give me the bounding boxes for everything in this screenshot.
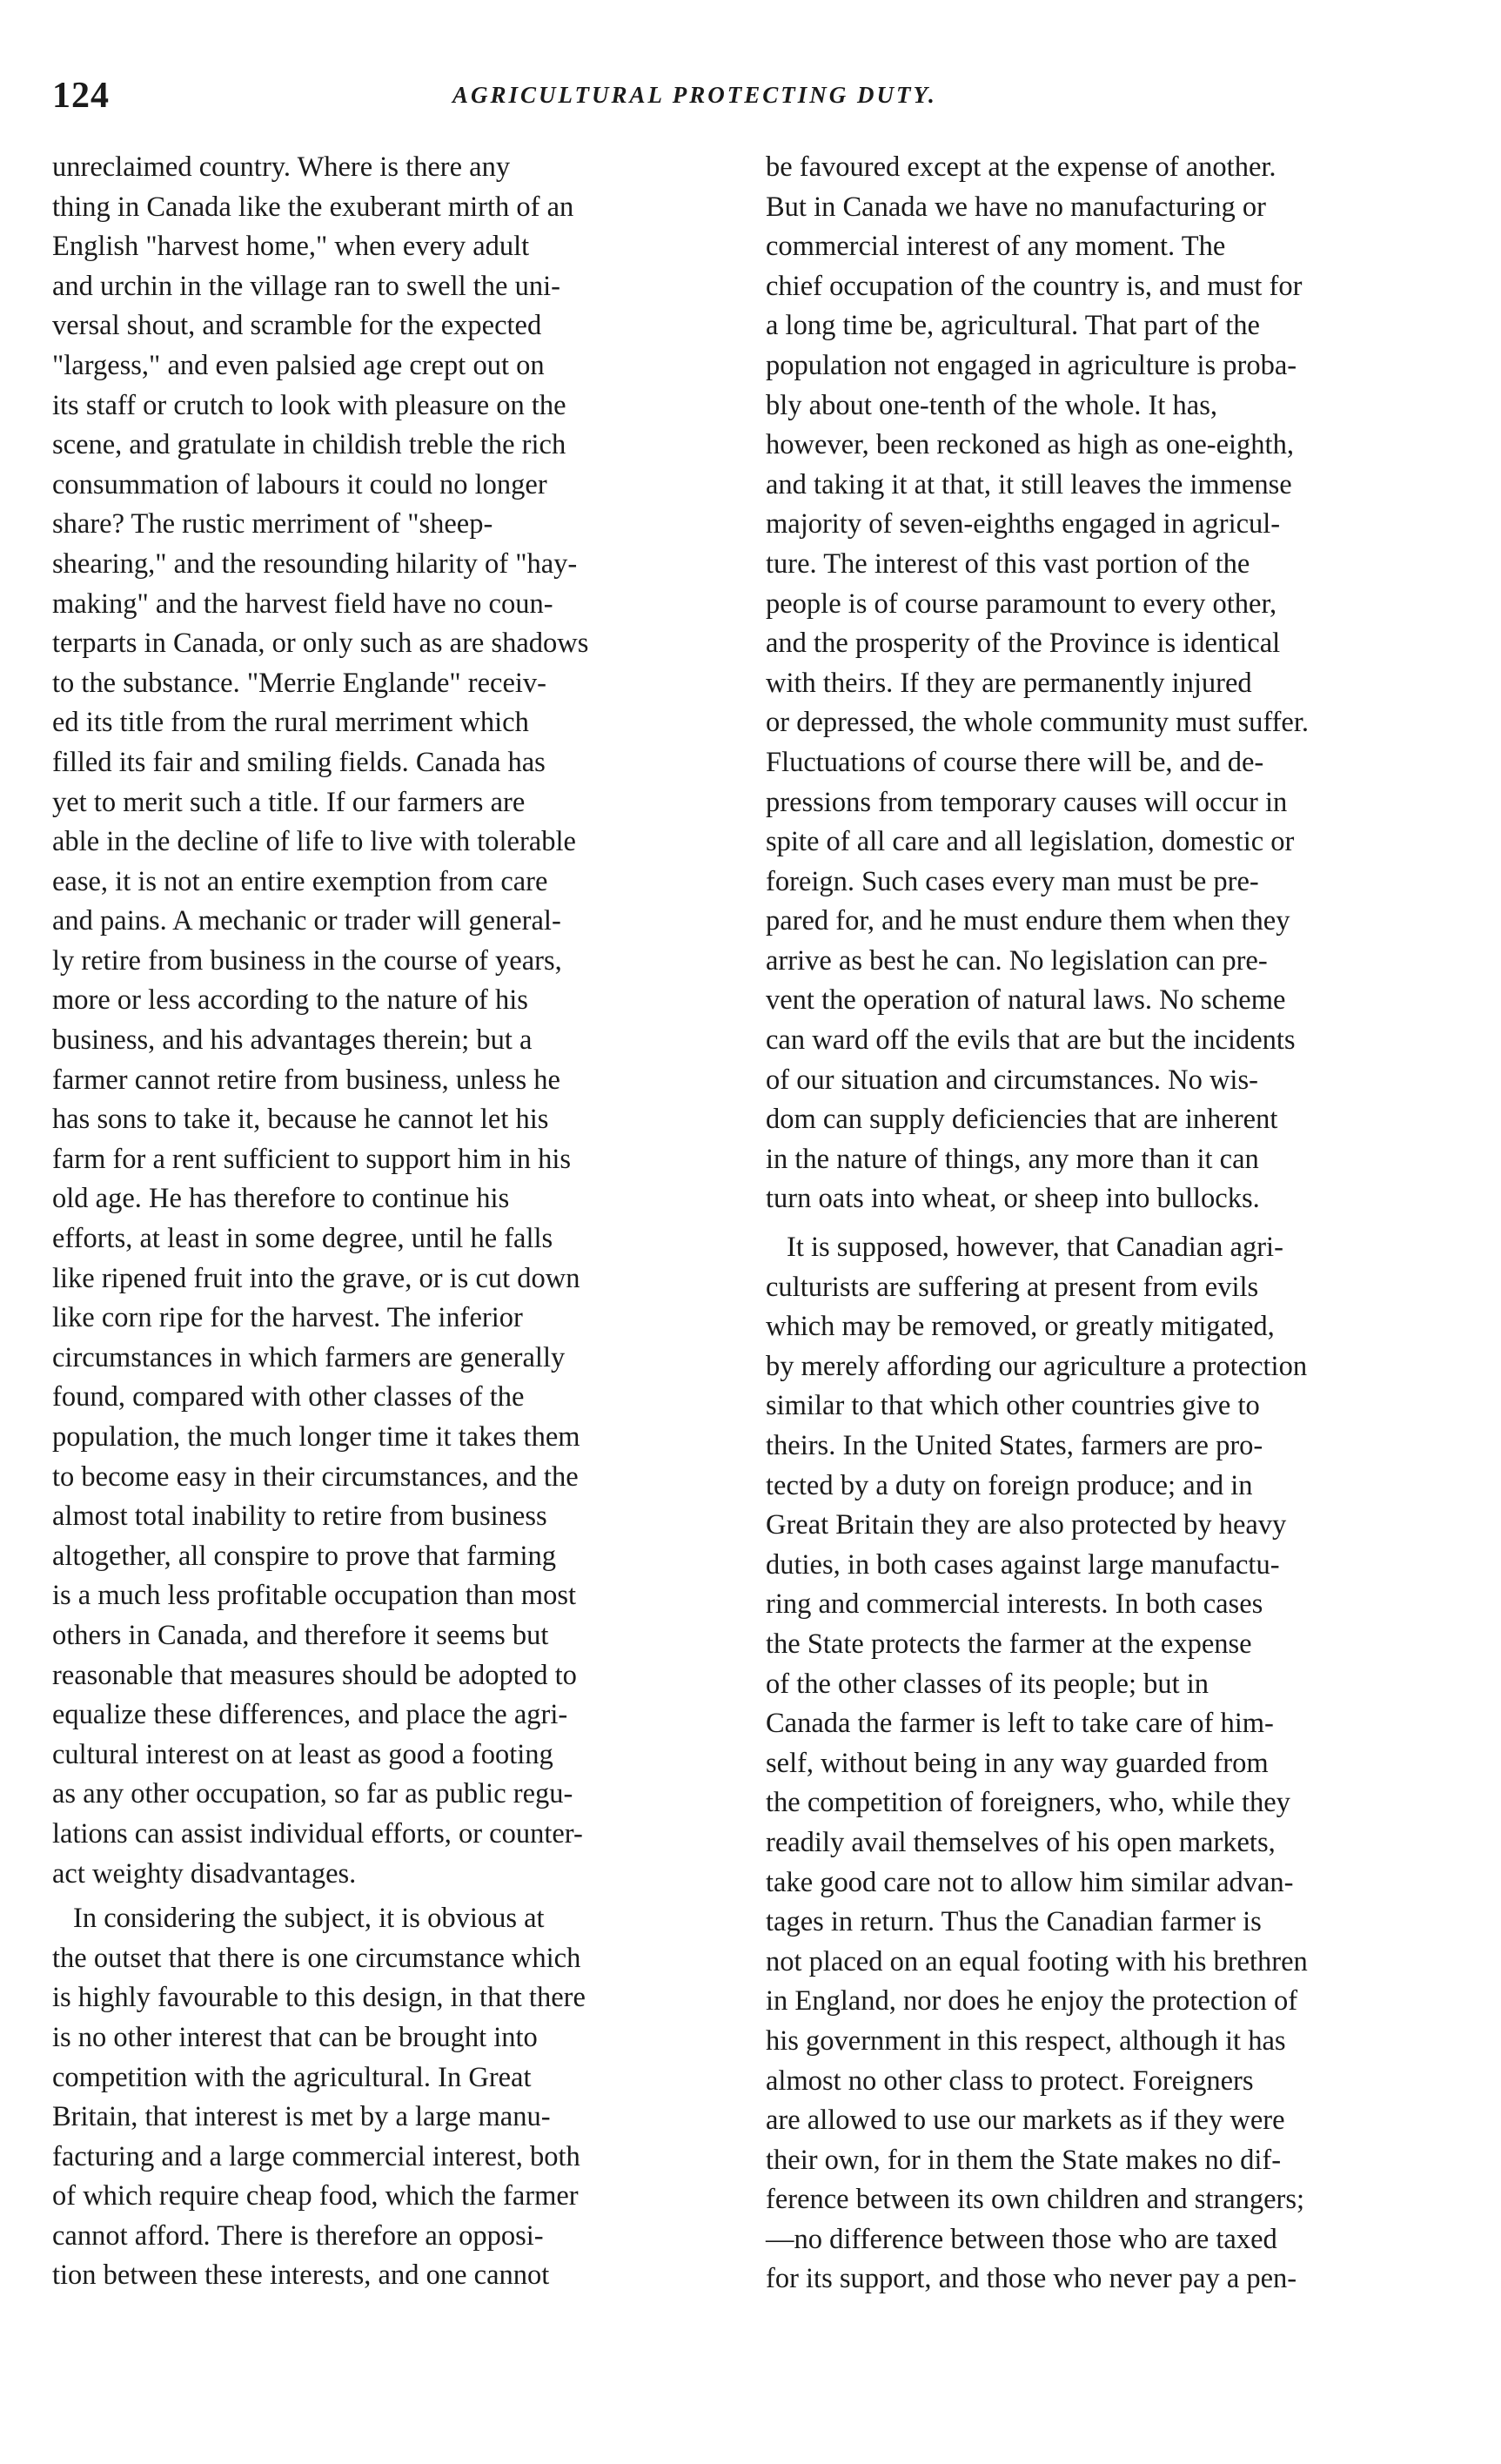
text-line: ed its title from the rural merriment which [52,707,529,739]
text-line: Canada the farmer is left to take care of him- [766,1708,1274,1740]
text-line: tion between these interests, and one cannot [52,2259,550,2292]
text-line: farm for a rent sufficient to support him in his [52,1143,572,1175]
right-column [766,148,1479,2300]
text-line: reasonable that measures should be adopted to [52,1659,577,1691]
text-line: as any other occupation, so far as public regu- [52,1778,573,1810]
text-line: are allowed to use our markets as if they were [766,2105,1285,2137]
text-line: Britain, that interest is met by a large manu- [52,2101,551,2133]
text-line: altogether, all conspire to prove that farming [52,1540,556,1572]
text-line: In considering the subject, it is obvious at [73,1903,545,1935]
text-line: But in Canada we have no manufacturing or [766,191,1266,223]
text-line: can ward off the evils that are but the incidents [766,1024,1296,1057]
page-header [52,75,1462,127]
text-line: tected by a duty on foreign produce; and in [766,1469,1253,1501]
text-line: found, compared with other classes of the [52,1381,525,1413]
text-line: theirs. In the United States, farmers are pro- [766,1430,1263,1461]
text-line: versal shout, and scramble for the expected [52,310,542,342]
text-line: bly about one-tenth of the whole. It has, [766,389,1217,421]
left-column [52,148,766,2296]
text-line: which may be removed, or greatly mitigated, [766,1311,1275,1343]
text-line: the State protects the farmer at the expense [766,1628,1252,1660]
text-line: their own, for in them the State makes no dif- [766,2144,1282,2176]
text-line: more or less according to the nature of his [52,984,528,1017]
text-line: a long time be, agricultural. That part of the [766,310,1260,342]
text-line: its staff or crutch to look with pleasure on the [52,389,566,421]
text-line: vent the operation of natural laws. No scheme [766,984,1286,1017]
text-line: ture. The interest of this vast portion of the [766,547,1250,580]
text-line: is highly favourable to this design, in that there [52,1982,586,2014]
text-line: thing in Canada like the exuberant mirth of an [52,191,574,223]
text-line: chief occupation of the country is, and must for [766,270,1303,302]
text-line: tages in return. Thus the Canadian farmer is [766,1906,1262,1938]
text-line: others in Canada, and therefore it seems but [52,1619,549,1651]
text-line: almost no other class to protect. Foreigners [766,2065,1254,2097]
text-line: is a much less profitable occupation than most [52,1580,577,1612]
text-line: to become easy in their circumstances, and the [52,1460,579,1493]
text-line: pared for, and he must endure them when they [766,905,1290,937]
text-line: dom can supply deficiencies that are inherent [766,1104,1278,1136]
text-line: and urchin in the village ran to swell the uni- [52,270,560,302]
text-line: shearing," and the resounding hilarity of "hay- [52,547,578,580]
text-line: business, and his advantages therein; but a [52,1024,533,1057]
text-line: take good care not to allow him similar advan- [766,1866,1294,1898]
text-line: scene, and gratulate in childish treble the rich [52,429,566,461]
text-line: not placed on an equal footing with his brethren [766,1945,1308,1977]
text-line: foreign. Such cases every man must be pre- [766,865,1259,897]
text-line: readily avail themselves of his open markets, [766,1826,1276,1858]
text-line: equalize these differences, and place the agri- [52,1699,568,1731]
running-title: AGRICULTURAL PROTECTING DUTY. [452,82,937,108]
text-line: self, without being in any way guarded from [766,1747,1269,1779]
text-line: population not engaged in agriculture is proba- [766,349,1297,381]
text-line: spite of all care and all legislation, domestic or [766,826,1295,858]
text-line: circumstances in which farmers are generally [52,1341,566,1373]
text-line: by merely affording our agriculture a protection [766,1350,1308,1382]
text-line: cannot afford. There is therefore an opposi- [52,2219,544,2252]
left-paragraph-1 [52,148,766,1894]
text-line: with theirs. If they are permanently injured [766,667,1252,699]
text-line: the outset that there is one circumstance which [52,1942,581,1974]
text-line: like corn ripe for the harvest. The inferior [52,1302,523,1334]
text-line: efforts, at least in some degree, until he falls [52,1223,553,1255]
text-line: "largess," and even palsied age crept out on [52,349,545,381]
text-line: arrive as best he can. No legislation can pre- [766,944,1268,977]
text-line: almost total inability to retire from business [52,1501,547,1533]
text-line: the competition of foreigners, who, while they [766,1787,1290,1819]
text-line: or depressed, the whole community must suffer. [766,707,1310,739]
text-line: lations can assist individual efforts, or counter- [52,1817,583,1850]
text-line: turn oats into wheat, or sheep into bullocks. [766,1183,1260,1215]
text-line: able in the decline of life to live with tolerable [52,826,576,858]
page-number: 124 [52,76,110,116]
text-line: ring and commercial interests. In both cases [766,1588,1263,1621]
text-line: of the other classes of its people; but in [766,1668,1210,1700]
text-line: duties, in both cases against large manufactu- [766,1548,1280,1581]
text-line: filled its fair and smiling fields. Canada has [52,746,546,778]
text-line: his government in this respect, although it has [766,2024,1286,2057]
text-line: majority of seven-eighths engaged in agricul- [766,508,1281,540]
text-line: farmer cannot retire from business, unless he [52,1064,560,1096]
text-line: competition with the agricultural. In Great [52,2061,532,2093]
text-line: similar to that which other countries give to [766,1390,1260,1422]
text-line: Fluctuations of course there will be, and de- [766,746,1264,778]
text-line: is no other interest that can be brought into [52,2021,538,2053]
text-line: of our situation and circumstances. No wis- [766,1064,1258,1096]
text-line: It is supposed, however, that Canadian agri- [787,1232,1283,1264]
text-line: in England, nor does he enjoy the protection of [766,1985,1298,2018]
text-line: share? The rustic merriment of "sheep- [52,508,493,540]
text-line: commercial interest of any moment. The [766,231,1226,263]
left-paragraph-2 [52,1899,766,2296]
text-line: of which require cheap food, which the farmer [52,2180,579,2212]
text-line: culturists are suffering at present from evils [766,1271,1259,1303]
right-paragraph-1 [766,148,1479,1219]
text-line: for its support, and those who never pay a pen- [766,2263,1297,2295]
text-line: unreclaimed country. Where is there any [52,151,511,183]
text-line: like ripened fruit into the grave, or is cut down [52,1262,580,1294]
text-line: —no difference between those who are taxed [766,2223,1277,2255]
text-line: terparts in Canada, or only such as are shadows [52,628,589,660]
text-line: and pains. A mechanic or trader will general- [52,905,561,937]
text-line: act weighty disadvantages. [52,1857,357,1890]
text-line: and the prosperity of the Province is identical [766,628,1281,660]
text-line: English "harvest home," when every adult [52,231,530,263]
text-line: consummation of labours it could no longer [52,468,547,500]
text-line: be favoured except at the expense of another. [766,151,1277,183]
text-line: facturing and a large commercial interest, both [52,2140,580,2172]
text-line: old age. He has therefore to continue his [52,1183,510,1215]
text-line: Great Britain they are also protected by heavy [766,1509,1287,1541]
text-line: however, been reckoned as high as one-eighth, [766,429,1294,461]
text-line: ly retire from business in the course of years, [52,944,562,977]
text-line: has sons to take it, because he cannot let his [52,1104,549,1136]
text-line: ference between its own children and strangers; [766,2184,1305,2216]
text-line: making" and the harvest field have no coun- [52,587,553,620]
text-line: to the substance. "Merrie Englande" receiv- [52,667,546,699]
text-line: ease, it is not an entire exemption from care [52,865,548,897]
right-paragraph-2 [766,1228,1479,2300]
text-line: cultural interest on at least as good a footing [52,1738,553,1770]
text-line: people is of course paramount to every other, [766,587,1277,620]
text-line: pressions from temporary causes will occur in [766,786,1288,818]
text-line: yet to merit such a title. If our farmers are [52,786,526,818]
text-line: in the nature of things, any more than it can [766,1143,1259,1175]
text-line: and taking it at that, it still leaves the immense [766,468,1292,500]
text-line: population, the much longer time it takes them [52,1421,580,1453]
